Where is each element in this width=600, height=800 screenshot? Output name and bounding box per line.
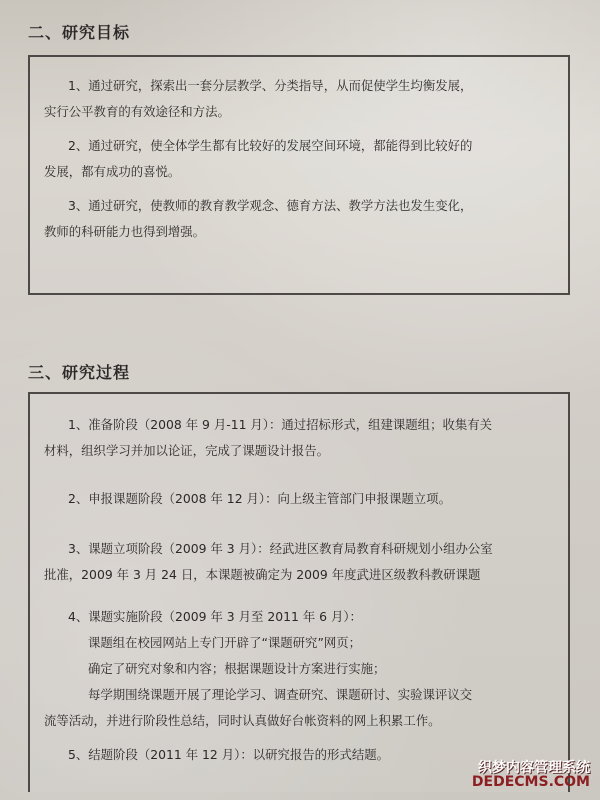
site-watermark: [472, 761, 590, 790]
goal-item-1-line-1: 1、通过研究，探索出一套分层教学、分类指导，从而促使学生均衡发展，: [68, 78, 473, 93]
watermark-line-2: DEDECMS.COM: [471, 774, 590, 791]
goal-item-3: [44, 193, 554, 245]
process-step-2-line-1: 2、申报课题阶段（2008 年 12 月）：向上级主管部门申报课题立项。: [68, 491, 451, 506]
goal-item-2: [44, 133, 554, 185]
process-step-3: [44, 536, 554, 588]
process-step-2: [44, 486, 554, 512]
process-step-3-line-2: 批准，2009 年 3 月 24 日，本课题被确定为 2009 年度武进区级教科教研课题: [44, 567, 481, 582]
section-title-research-goals: 二、研究目标: [28, 23, 131, 42]
section-title-research-process: 三、研究过程: [28, 363, 131, 382]
process-step-4-detail-1: 课题组在校园网站上专门开辟了“课题研究”网页；: [88, 635, 362, 650]
process-step-4-line-1: 4、课题实施阶段（2009 年 3 月至 2011 年 6 月）：: [68, 609, 362, 624]
goal-item-3-line-1: 3、通过研究，使教师的教育教学观念、德育方法、教学方法也发生变化，: [68, 198, 473, 213]
process-step-1-line-2: 材料，组织学习并加以论证，完成了课题设计报告。: [44, 443, 329, 458]
process-step-4-detail-3: 每学期围绕课题开展了理论学习、调查研究、课题研讨、实验课评议交: [88, 687, 473, 702]
process-step-4: [44, 604, 554, 630]
process-step-4-details: [44, 630, 554, 734]
research-process-box: [28, 392, 570, 792]
goal-item-1: [44, 73, 554, 125]
goal-item-3-line-2: 教师的科研能力也得到增强。: [44, 224, 206, 239]
process-step-4-detail-2: 确定了研究对象和内容；根据课题设计方案进行实施；: [88, 661, 386, 676]
goal-item-2-line-2: 发展，都有成功的喜悦。: [44, 164, 181, 179]
process-step-1: [44, 412, 554, 464]
watermark-line-1: 织梦内容管理系统: [478, 759, 590, 776]
process-step-3-line-1: 3、课题立项阶段（2009 年 3 月）：经武进区教育局教育科研规划小组办公室: [68, 541, 493, 556]
process-step-1-line-1: 1、准备阶段（2008 年 9 月-11 月）：通过招标形式，组建课题组；收集有关: [68, 417, 493, 432]
research-goals-box: [28, 55, 570, 295]
process-step-4-detail-4: 流等活动，并进行阶段性总结，同时认真做好台帐资料的网上积累工作。: [44, 713, 441, 728]
goal-item-1-line-2: 实行公平教育的有效途径和方法。: [44, 104, 230, 119]
process-step-5-line-1: 5、结题阶段（2011 年 12 月）：以研究报告的形式结题。: [68, 747, 390, 762]
goal-item-2-line-1: 2、通过研究，使全体学生都有比较好的发展空间环境，都能得到比较好的: [68, 138, 473, 153]
